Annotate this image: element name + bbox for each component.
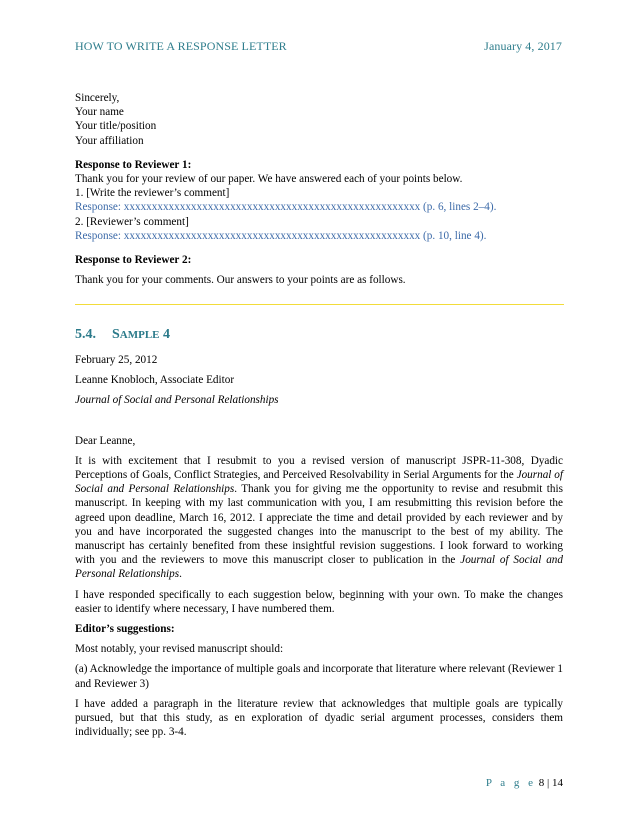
- letter-journal: Journal of Social and Personal Relationships: [75, 394, 279, 407]
- closing-sincerely: Sincerely,: [75, 92, 120, 104]
- closing-name: Your name: [75, 106, 124, 119]
- header-title: HOW TO WRITE A RESPONSE LETTER: [75, 39, 287, 53]
- reviewer1-response2: Response: xxxxxxxxxxxxxxxxxxxxxxxxxxxxxxxxxxxxxxxxxxxxxxxxxxxxx (p. 10, line 4).: [75, 229, 487, 242]
- reviewer1-heading: Response to Reviewer 1:: [75, 158, 192, 171]
- reviewer1-item2: 2. [Reviewer’s comment]: [75, 215, 189, 228]
- section-number: 5.4.: [75, 327, 96, 342]
- section-heading: [75, 327, 170, 343]
- letter-paragraph-1: [75, 454, 563, 582]
- closing-affiliation: Your affiliation: [75, 134, 144, 147]
- editor-suggestions-heading: Editor’s suggestions:: [75, 623, 175, 636]
- reviewer1-intro: Thank you for your review of our paper. We have answered each of your points below.: [75, 173, 463, 186]
- letter-paragraph-3: Most notably, your revised manuscript should:: [75, 643, 284, 656]
- p1-journal-2: Journal of Social and Personal Relationships: [75, 554, 563, 581]
- p1-part-a: It is with excitement that I resubmit to you a revised version of manuscript JSPR-11-308, Dyadic Perceptions of Goals, Conflict Strategies, and Perceived Resolvability in Serial Arguments for the: [75, 454, 563, 482]
- reviewer1-response1: Response: xxxxxxxxxxxxxxxxxxxxxxxxxxxxxxxxxxxxxxxxxxxxxxxxxxxxx (p. 6, lines 2–4).: [75, 201, 497, 214]
- sample-letter: [75, 353, 563, 739]
- page-footer: [486, 777, 563, 789]
- letter-editor: Leanne Knobloch, Associate Editor: [75, 374, 235, 387]
- section-divider: [75, 304, 564, 305]
- section-title-initial: S: [112, 327, 120, 342]
- header-date: January 4, 2017: [484, 39, 562, 53]
- response-letter-template: [75, 91, 563, 287]
- p1-part-c: .: [179, 568, 182, 581]
- letter-paragraph-5: I have added a paragraph in the literature review that acknowledges that multiple goals are typically pursued, but that this study, as en exploration of dyadic serial argument processes, considers them individually; see pp. 3-4.: [75, 697, 563, 739]
- letter-date: February 25, 2012: [75, 354, 158, 366]
- page-number: 8 | 14: [538, 777, 563, 789]
- reviewer2-intro: Thank you for your comments. Our answers to your points are as follows.: [75, 274, 406, 287]
- page-label: P a g e: [485, 777, 537, 789]
- letter-paragraph-2: I have responded specifically to each suggestion below, beginning with your own. To make the changes easier to identify where necessary, I have numbered them.: [75, 588, 563, 615]
- reviewer2-heading: Response to Reviewer 2:: [75, 254, 192, 267]
- p1-journal: Journal of Social and Personal Relationships: [75, 469, 563, 496]
- letter-salutation: Dear Leanne,: [75, 434, 136, 447]
- closing-title: Your title/position: [75, 120, 157, 133]
- section-title-rest: AMPLE: [119, 329, 160, 341]
- section-title-number: 4: [163, 327, 171, 342]
- p1-part-b: . Thank you for giving me the opportunity to revise and resubmit this manuscript. In keeping with my last communication with you, I am resubmitting this revision before the agreed upon deadline, March 16, 2012. I appreciate the time and detail provided by each reviewer and by you and have incorporated the suggested changes into the manuscript to the best of my ability. The manuscript has certainly benefited from these insightful revision suggestions. I look forward to working with you and the reviewers to move this manuscript closer to publication in the: [75, 483, 563, 567]
- reviewer1-item1: 1. [Write the reviewer’s comment]: [75, 187, 230, 200]
- letter-paragraph-4: (a) Acknowledge the importance of multiple goals and incorporate that literature where relevant (Reviewer 1 and Reviewer 3): [75, 663, 563, 690]
